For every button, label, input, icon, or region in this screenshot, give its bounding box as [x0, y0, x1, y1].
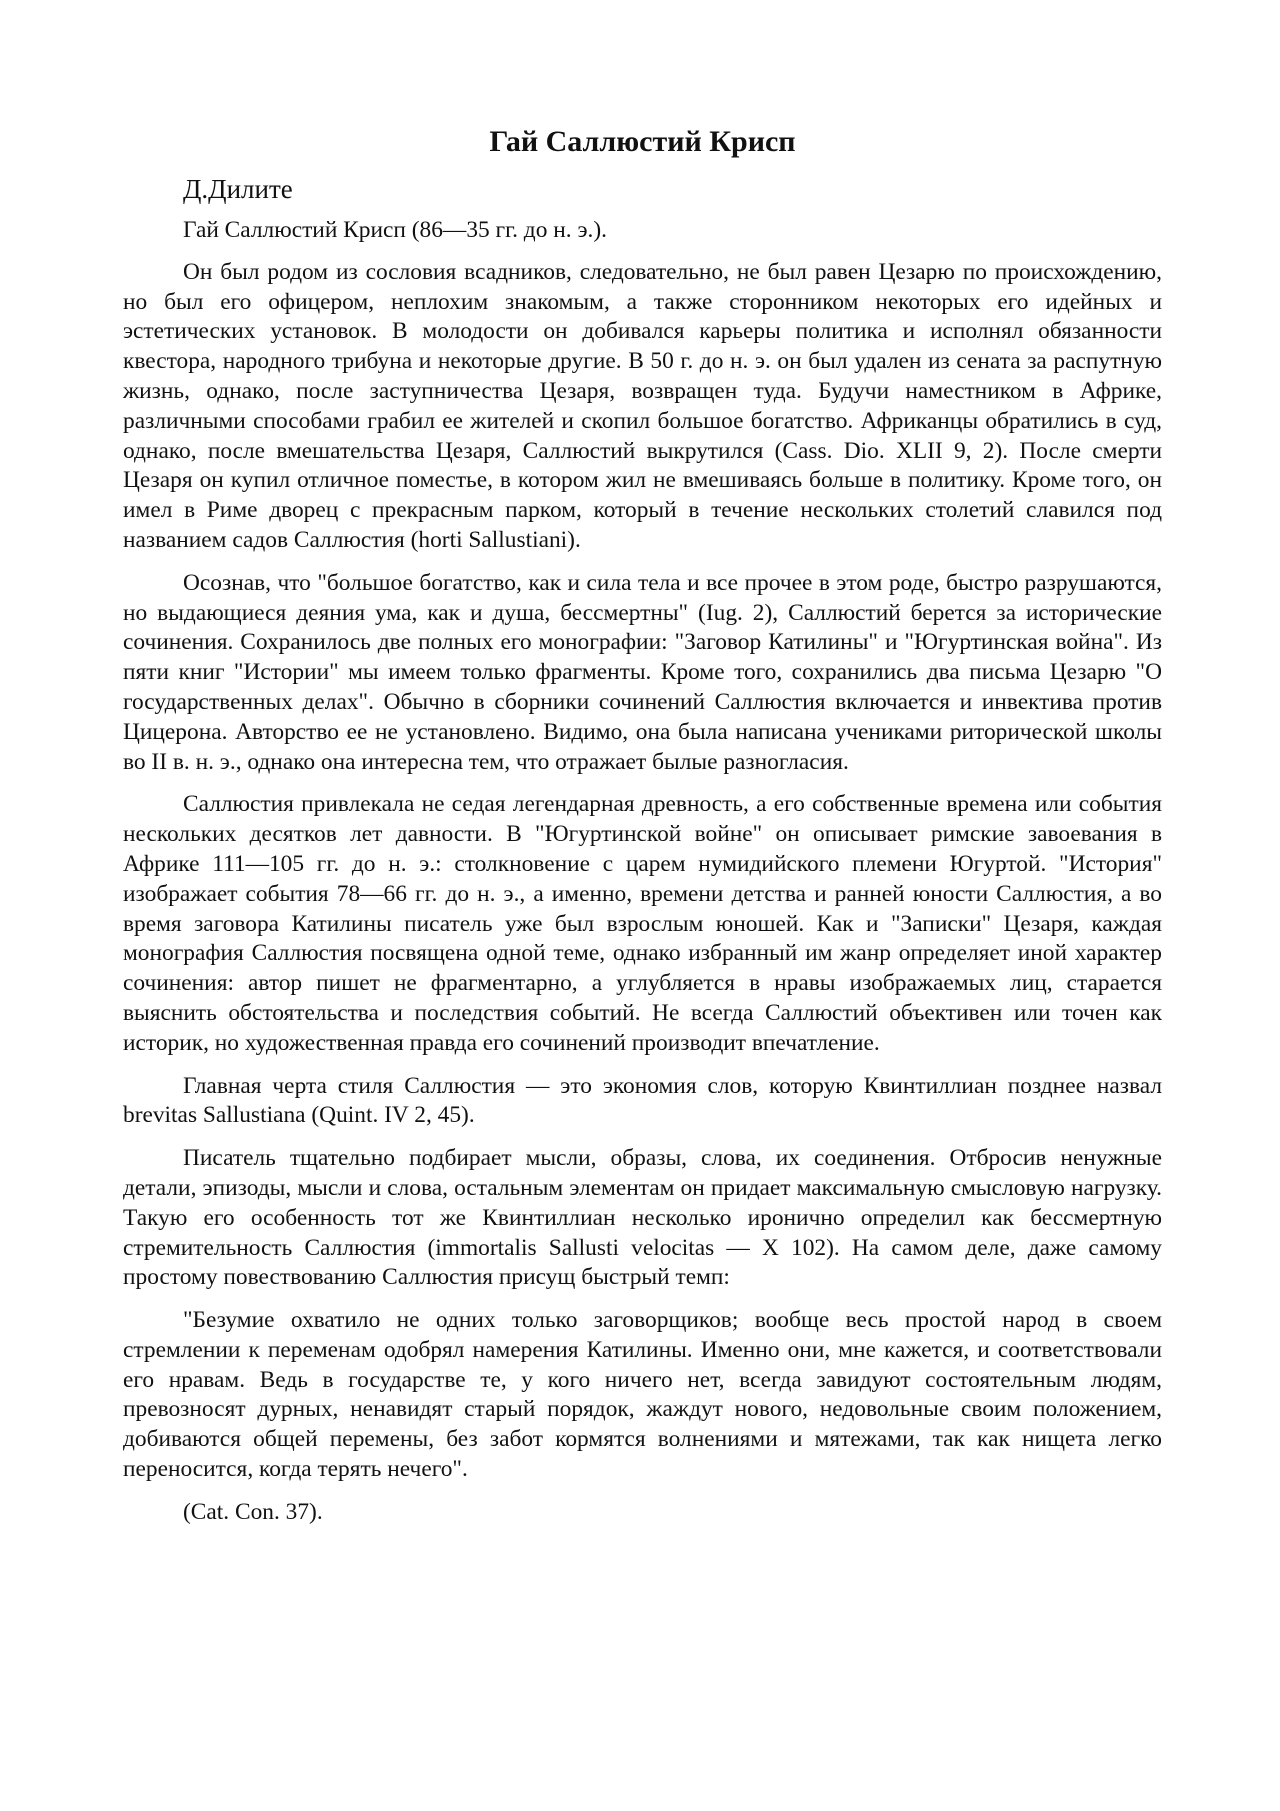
paragraph-works: Осознав, что "большое богатство, как и сила тела и все прочее в этом роде, быстро разрушаются, но выдающиеся деяния ума, как и душа, бессмертны" (Iug. 2), Саллюстий берется за исторические сочинения. Сохранилось две полных его монографии: "Заговор Катилины" и "Югуртинская война". Из пяти книг "Истории" мы имеем только фрагменты. Кроме того, сохранились два письма Цезарю "О государственных делах". Обычно в сборники сочинений Саллюстия включается и инвектива против Цицерона. Авторство ее не установлено. Видимо, она была написана учениками риторической школы во II в. н. э., однако она интересна тем, что отражает былые разногласия.	[123, 569, 1162, 775]
paragraph-quote: "Безумие охватило не одних только заговорщиков; вообще весь простой народ в своем стремлении к переменам одобрял намерения Катилины. Именно они, мне кажется, и соответствовали его нравам. Ведь в государстве те, у кого ничего нет, всегда завидуют состоятельным людям, превозносят дурных, ненавидят старый порядок, жаждут нового, недовольные своим положением, добиваются общей перемены, без забот кормятся волнениями и мятежами, так как нищета легко переносится, когда терять нечего".	[123, 1307, 1162, 1483]
subtitle-line: Гай Саллюстий Крисп (86—35 гг. до н. э.).	[183, 217, 607, 243]
paragraph-style: Главная черта стиля Саллюстия — это экономия слов, которую Квинтиллиан позднее назвал brevitas Sallustiana (Quint. IV 2, 45).	[123, 1072, 1162, 1129]
paragraph-technique: Писатель тщательно подбирает мысли, образы, слова, их соединения. Отбросив ненужные детали, эпизоды, мысли и слова, остальным элементам он придает максимальную смысловую нагрузку. Такую его особенность тот же Квинтиллиан несколько иронично определил как бессмертную стремительность Саллюстия (immortalis Sallusti velocitas — X 102). На самом деле, даже самому простому повествованию Саллюстия присущ быстрый темп:	[123, 1145, 1162, 1291]
paragraph-themes: Саллюстия привлекала не седая легендарная древность, а его собственные времена или события нескольких десятков лет давности. В "Югуртинской войне" он описывает римские завоевания в Африке 111—105 гг. до н. э.: столкновение с царем нумидийского племени Югуртой. "История" изображает события 78—66 гг. до н. э., а именно, времени детства и ранней юности Саллюстия, а во время заговора Катилины писатель уже был взрослым юношей. Как и "Записки" Цезаря, каждая монография Саллюстия посвящена одной теме, однако избранный им жанр определяет иной характер сочинения: автор пишет не фрагментарно, а углубляется в нравы изображаемых лиц, старается выяснить обстоятельства и последствия событий. Не всегда Саллюстий объективен или точен как историк, но художественная правда его сочинений производит впечатление.	[123, 791, 1162, 1056]
quote-source: (Cat. Con. 37).	[183, 1498, 323, 1525]
paragraph-biography: Он был родом из сословия всадников, следовательно, не был равен Цезарю по происхождению, но был его офицером, неплохим знакомым, а также сторонником некоторых его идейных и эстетических установок. В молодости он добивался карьеры политика и исполнял обязанности квестора, народного трибуна и некоторые другие. В 50 г. до н. э. он был удален из сената за распутную жизнь, однако, после заступничества Цезаря, возвращен туда. Будучи наместником в Африке, различными способами грабил ее жителей и скопил большое богатство. Африканцы обратились в суд, однако, после вмешательства Цезаря, Саллюстий выкрутился (Cass. Dio. XLII 9, 2). После смерти Цезаря он купил отличное поместье, в котором жил не вмешиваясь больше в политику. Кроме того, он имел в Риме дворец с прекрасным парком, который в течение нескольких столетий славился под названием садов Саллюстия (horti Sallustiani).	[123, 258, 1162, 553]
document-title: Гай Саллюстий Крисп	[489, 125, 796, 158]
author-name: Д.Дилите	[183, 174, 293, 204]
